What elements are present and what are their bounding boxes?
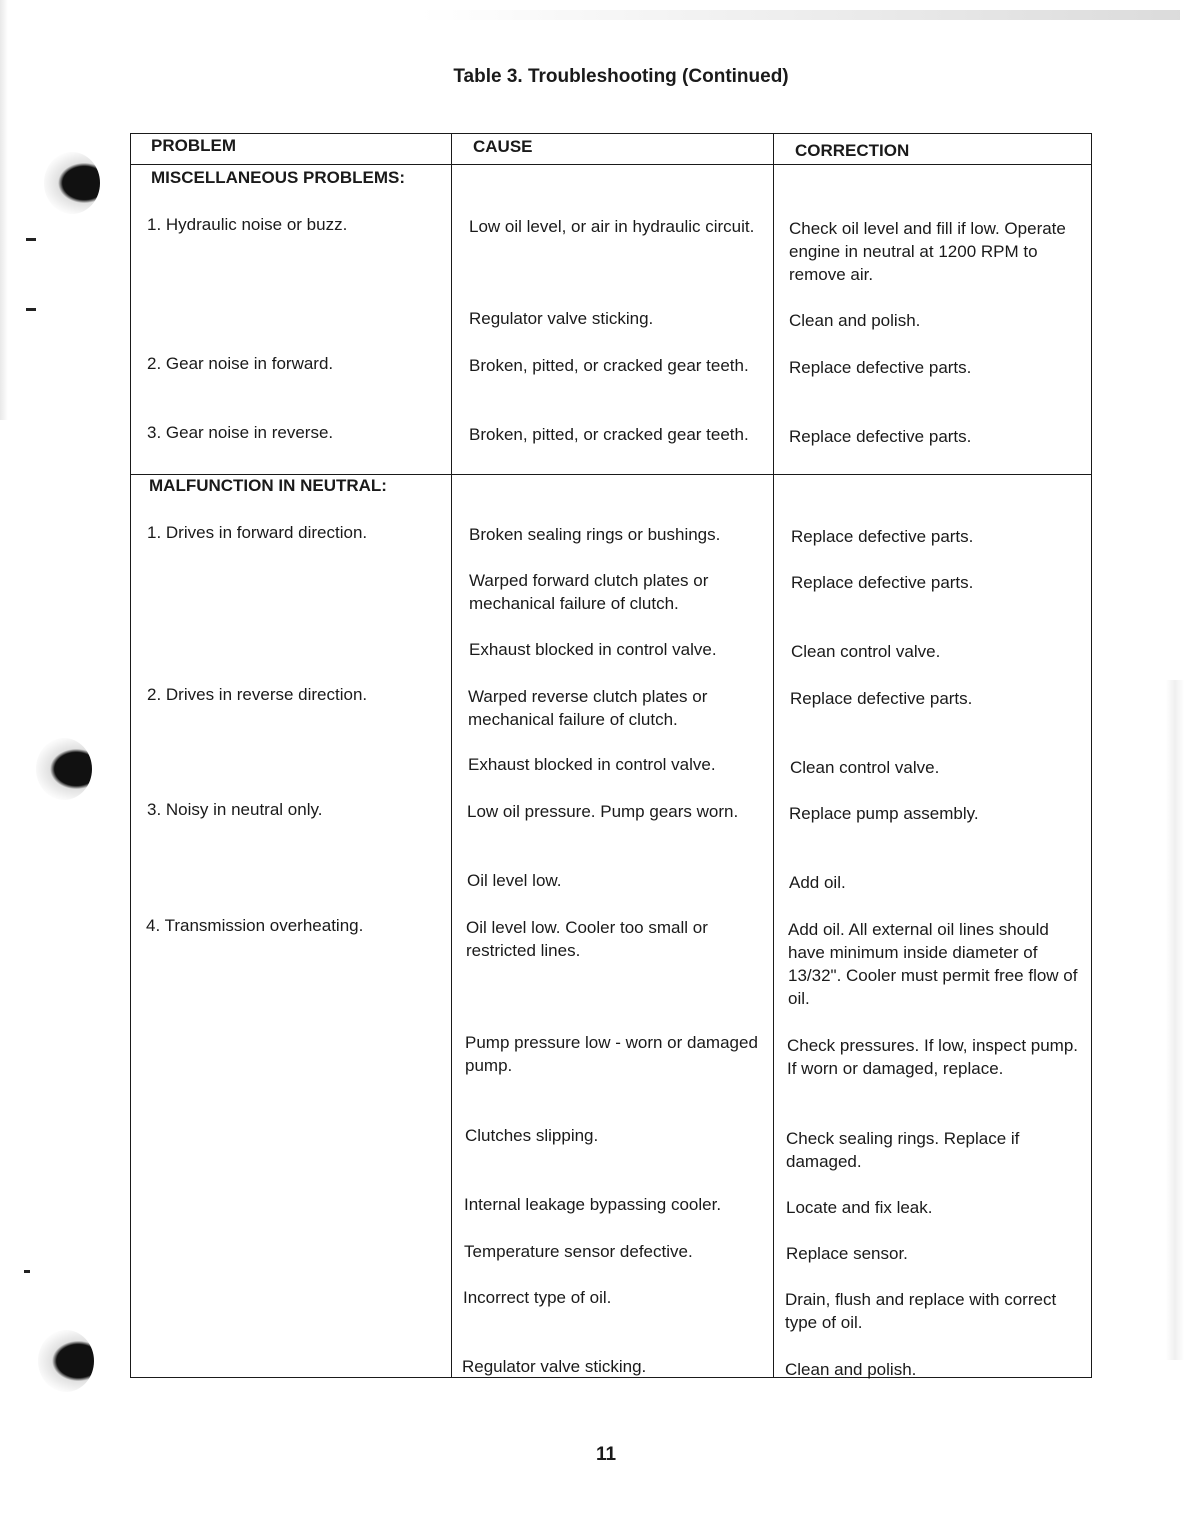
correction-text: Replace defective parts. xyxy=(791,527,974,546)
cause-text: Temperature sensor defective. xyxy=(464,1242,693,1261)
correction-text: Check oil level and fill if low. Operate engine in neutral at 1200 RPM to remove air. xyxy=(789,219,1066,284)
correction-text: Replace pump assembly. xyxy=(789,804,979,823)
correction-text: Replace sensor. xyxy=(786,1244,908,1263)
correction-text: Clean control valve. xyxy=(791,642,941,661)
section-heading-miscellaneous: MISCELLANEOUS PROBLEMS: xyxy=(151,168,406,187)
scan-edge-shading xyxy=(1166,680,1184,1360)
problem-text: 3. Gear noise in reverse. xyxy=(147,423,334,442)
scan-mark xyxy=(26,308,36,311)
correction-text: Locate and fix leak. xyxy=(786,1198,933,1217)
cause-text: Warped reverse clutch plates or mechanical failure of clutch. xyxy=(468,687,708,729)
cause-text: Warped forward clutch plates or mechanical failure of clutch. xyxy=(469,571,709,613)
column-header-cause: CAUSE xyxy=(473,137,533,156)
column-header-problem: PROBLEM xyxy=(151,136,236,155)
page-number: 11 xyxy=(595,1444,617,1465)
cause-text: Oil level low. xyxy=(467,871,562,890)
page-title: Table 3. Troubleshooting (Continued) xyxy=(453,66,789,87)
cause-text: Regulator valve sticking. xyxy=(462,1357,647,1376)
correction-text: Replace defective parts. xyxy=(789,358,972,377)
cause-text: Oil level low. Cooler too small or restricted lines. xyxy=(466,918,708,960)
correction-text: Replace defective parts. xyxy=(789,427,972,446)
correction-text: Clean and polish. xyxy=(785,1360,917,1379)
troubleshooting-table xyxy=(130,133,1092,1378)
column-divider xyxy=(773,134,774,1377)
section-heading-malfunction: MALFUNCTION IN NEUTRAL: xyxy=(149,476,387,495)
punch-hole-icon xyxy=(38,1330,94,1392)
cause-text: Low oil level, or air in hydraulic circuit. xyxy=(469,217,755,236)
cause-text: Pump pressure low - worn or damaged pump. xyxy=(465,1033,758,1075)
problem-text: 2. Drives in reverse direction. xyxy=(147,685,368,704)
correction-text: Check pressures. If low, inspect pump. If worn or damaged, replace. xyxy=(787,1036,1079,1078)
problem-text: 4. Transmission overheating. xyxy=(146,916,364,935)
punch-hole-icon xyxy=(44,152,100,214)
cause-text: Broken, pitted, or cracked gear teeth. xyxy=(469,425,749,444)
header-divider xyxy=(131,164,1091,165)
correction-text: Add oil. All external oil lines should have minimum inside diameter of 13/32". Cooler must permit free flow of oil. xyxy=(788,920,1078,1008)
correction-text: Drain, flush and replace with correct type of oil. xyxy=(785,1290,1057,1332)
scan-mark xyxy=(26,238,36,241)
cause-text: Broken, pitted, or cracked gear teeth. xyxy=(469,356,749,375)
correction-text: Clean and polish. xyxy=(789,311,921,330)
correction-text: Replace defective parts. xyxy=(791,573,974,592)
correction-text: Check sealing rings. Replace if damaged. xyxy=(786,1129,1020,1171)
problem-text: 3. Noisy in neutral only. xyxy=(147,800,323,819)
correction-text: Add oil. xyxy=(789,873,846,892)
cause-text: Clutches slipping. xyxy=(465,1126,599,1145)
problem-text: 1. Drives in forward direction. xyxy=(147,523,368,542)
cause-text: Incorrect type of oil. xyxy=(463,1288,612,1307)
punch-hole-icon xyxy=(36,738,92,800)
cause-text: Internal leakage bypassing cooler. xyxy=(464,1195,722,1214)
correction-text: Clean control valve. xyxy=(790,758,940,777)
scan-mark xyxy=(24,1270,30,1273)
column-header-correction: CORRECTION xyxy=(795,141,910,160)
cause-text: Exhaust blocked in control valve. xyxy=(469,640,717,659)
correction-text: Replace defective parts. xyxy=(790,689,973,708)
cause-text: Low oil pressure. Pump gears worn. xyxy=(467,802,739,821)
scan-edge-shading xyxy=(0,0,8,420)
cause-text: Regulator valve sticking. xyxy=(469,309,654,328)
cause-text: Broken sealing rings or bushings. xyxy=(469,525,721,544)
problem-text: 1. Hydraulic noise or buzz. xyxy=(147,215,348,234)
cause-text: Exhaust blocked in control valve. xyxy=(468,755,716,774)
column-divider xyxy=(451,134,452,1377)
scan-edge-shading xyxy=(420,10,1180,20)
section-divider xyxy=(131,474,1091,475)
problem-text: 2. Gear noise in forward. xyxy=(147,354,334,373)
